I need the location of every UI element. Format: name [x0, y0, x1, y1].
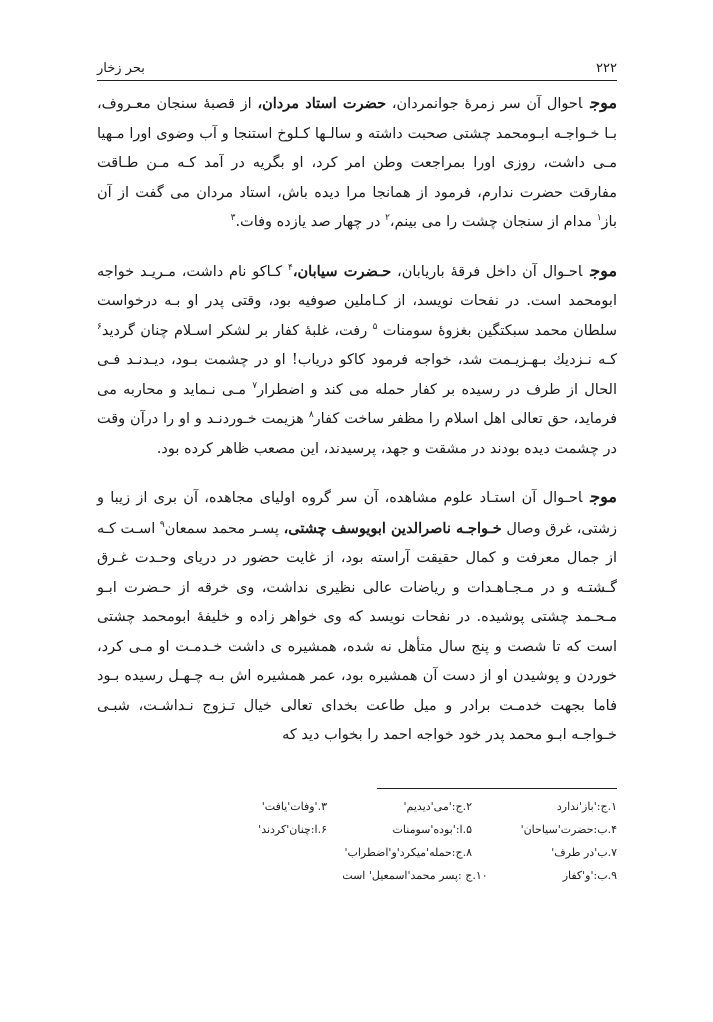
footnote-marker: ۷ — [252, 380, 258, 391]
paragraph-keyword: موج — [590, 93, 618, 112]
footnote: ۱.ج:'باز'ندارد — [556, 800, 617, 813]
paragraph — [97, 88, 617, 238]
text-run: هزیمت خـوردنـد و او را درآن وقت در چشمت دیده بودند در مشقت و جهد، پرسیدند، این مصعب ظاهر کرده بود. — [97, 411, 617, 457]
footnote: ۲.ج:'می'دیدیم' — [403, 800, 472, 813]
footnote-row — [180, 841, 617, 864]
footnote — [180, 864, 309, 887]
footnote — [182, 841, 327, 864]
footnotes — [180, 795, 617, 887]
text-run: رفت، غلبهٔ کفار بر لشکر اسـلام چنان گردید — [101, 322, 373, 339]
body-text — [97, 88, 617, 751]
footnote-marker: ۵ — [372, 321, 378, 332]
header-rule — [97, 80, 617, 81]
footnote-marker: ۹ — [159, 519, 165, 530]
bold-name: حضرت استاد مردان، — [257, 95, 387, 112]
footnote-row — [180, 795, 617, 818]
bold-name: حـضرت سیابان، — [292, 262, 392, 280]
footnote-marker: ۱ — [596, 213, 602, 224]
text-run: احـوال آن داخل فرقهٔ باریابان، — [391, 263, 583, 280]
footnote-marker: ۸ — [308, 410, 314, 421]
footnote: ۸.ج:حمله'میکرد'و'اضطراب' — [344, 846, 472, 859]
bold-name: خـواجـه ناصرالدین ابویوسف چشتی، — [283, 519, 502, 537]
footnote-marker: ۶ — [97, 321, 102, 332]
text-run: پسـر محمد سمعان — [164, 520, 284, 537]
paragraph-keyword: موج — [590, 487, 617, 506]
footnote-rule — [377, 788, 617, 789]
footnote: ۱۰.ج :پسر محمد'اسمعیل' است — [342, 869, 488, 882]
footnote: ۶.ا:چنان'کردند' — [258, 823, 327, 836]
footnote: ۷.ب'در طرف' — [551, 846, 617, 859]
running-title: بحر زخار — [97, 61, 145, 76]
page-header — [97, 52, 617, 76]
paragraph-keyword: موج — [590, 260, 618, 280]
footnote-marker: ۳ — [230, 213, 236, 224]
paragraph — [97, 482, 617, 751]
text-run: در چهار صد یازده وفات. — [235, 214, 386, 230]
footnote-marker: ۴ — [288, 262, 293, 273]
text-run: کـه نـزدیك بـهـزیـمت شد، خواجه فرمود کاکو دریاب! او در چشمت بـود، دیـدنـد فـی الحال از طرف در رسیده بر کفار حمله می کند و اضطرار — [97, 352, 618, 398]
text-run: اسـت کـه از جمال معرفت و کمال حقیقت آراسته بود، از غایت حضور در دریای وحـدت غـرق گـشتـه و در مـجـاهـدات و ریاضات عالی نظیری نداشت، وی خرقه از حـضرت ابـو مـحـمد چشتی پوشیده. در نفحات نویسد که وی خواهر زاده و خلیفهٔ ابومحمد چشتی است که تا شصت و پنج سال متأهل نه شده، همشیره ی داشت خـدمـت او مـی کرد، خوردن و پوشیدن او از دست آن همشیره بود، عمر همشیره اش بـه چـهـل رسیده بـود فاما بجهت خدمـت برادر و میل طاعت بخدای تعالی خیال تـزوج نـداشـت، شبـی خـواجـه ابـو محمد پدر خود خواجه احمد را بخواب دید که — [97, 520, 617, 743]
paragraph — [97, 256, 617, 465]
footnote: ۳.'وفات'یافت' — [261, 800, 327, 813]
text-run: مدام از سنجان چشت را می بینم، — [389, 214, 597, 230]
footnote-row — [180, 864, 617, 887]
footnote: ۵.ا:'بوده'سومنات — [392, 823, 472, 836]
text-run: مـی نـماید و محاربه می فرماید، حق تعالی اهل اسلام را مظفر ساخت کفار — [97, 381, 617, 427]
footnote-row — [180, 818, 617, 841]
footnote-marker: ۲ — [385, 213, 390, 224]
text-run: احـوال آن استـاد علوم مشاهده، آن سر گروه اولیای مجاهده، آن بری از زیبا و زشتی، غرق وصال — [97, 490, 617, 537]
text-run: کـاکو نام داشت، مـریـد خواجه ابومحمد است. در نفحات نویسد، از کـاملین صوفیه بود، وقتی پدر او بـه درخواست سلطان محمد سبکتگین بغزوهٔ سومنات — [97, 263, 618, 339]
text-run: احوال آن سر زمرهٔ جوانمردان، — [386, 96, 583, 112]
footnote: ۴.ب:حضرت'سیاحان' — [520, 823, 617, 836]
page-number: ۲۲۲ — [596, 61, 617, 76]
text-run: از قصبهٔ سنجان معـروف، بـا خـواجـه ابـومحمد چشتی صحبت داشته و سالـها کـلوخ استنجا و آب وضوی اورا مـهیا مـی داشت، روزی اورا بمراجعت وطن امر کرد، او بگریه در آمد کـه مـن طـاقت مفارقت حضرت ندارم، فرمود از همانجا مرا دیده باش، استاد مردان می گفت از آن باز — [97, 96, 617, 230]
footnote: ۹.ب:'و'کفار — [562, 869, 617, 882]
